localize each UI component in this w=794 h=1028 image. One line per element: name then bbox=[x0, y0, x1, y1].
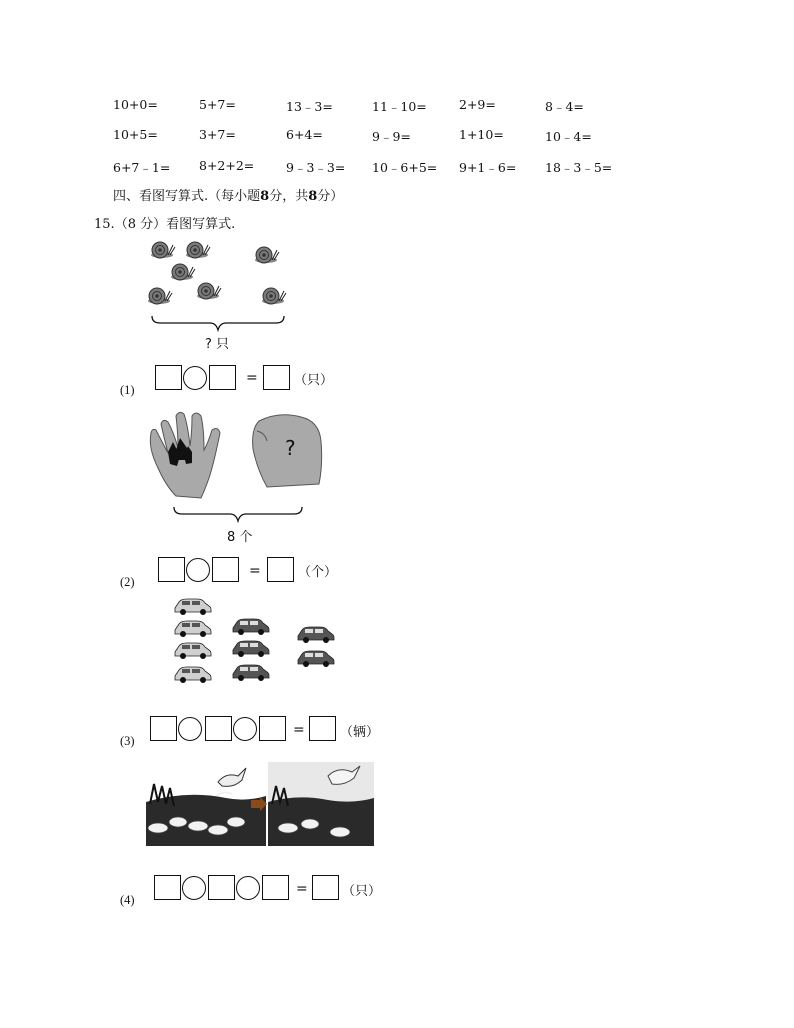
car-icon bbox=[298, 651, 334, 667]
section-title-text: 四、看图写算式.（每小题 bbox=[113, 189, 261, 204]
answer-box[interactable] bbox=[262, 875, 289, 900]
calc-item: 5+7= bbox=[199, 97, 236, 112]
result-box[interactable] bbox=[263, 365, 290, 390]
result-box[interactable] bbox=[309, 716, 336, 741]
arrow-right-icon bbox=[251, 797, 267, 811]
question-mark: ? bbox=[285, 436, 296, 460]
brace-caption: 8 个 bbox=[227, 530, 253, 545]
question-header bbox=[94, 213, 235, 232]
part-label: (3) bbox=[120, 734, 135, 748]
snail-icon bbox=[151, 242, 175, 258]
section-points: 8 bbox=[260, 189, 270, 204]
car-icon bbox=[175, 667, 211, 683]
question-number: 15. bbox=[94, 217, 115, 232]
section-title-text: 分） bbox=[317, 189, 344, 204]
calc-item: 18﹣3﹣5= bbox=[545, 160, 613, 175]
section-total: 8 bbox=[308, 189, 318, 204]
operator-circle[interactable] bbox=[183, 366, 207, 390]
car-icon bbox=[175, 599, 211, 615]
unit-label: （个） bbox=[298, 565, 338, 580]
equals-sign: = bbox=[249, 563, 261, 579]
calc-item: 6+4= bbox=[286, 127, 323, 142]
result-box[interactable] bbox=[267, 557, 294, 582]
car-icon bbox=[233, 641, 269, 657]
brace-icon bbox=[150, 314, 286, 332]
swans-scene-after bbox=[268, 762, 374, 846]
equals-sign: = bbox=[293, 722, 305, 738]
part-label: (1) bbox=[120, 383, 135, 397]
calc-item: 8﹣4= bbox=[545, 99, 584, 114]
answer-box[interactable] bbox=[205, 716, 232, 741]
answer-box[interactable] bbox=[158, 557, 185, 582]
section-title bbox=[113, 185, 343, 204]
part-label: (4) bbox=[120, 893, 135, 907]
calc-item: 2+9= bbox=[459, 97, 496, 112]
result-box[interactable] bbox=[312, 875, 339, 900]
car-icon bbox=[175, 621, 211, 637]
question-text: （8 分）看图写算式. bbox=[114, 217, 236, 232]
car-icon bbox=[233, 619, 269, 635]
snail-icon bbox=[262, 288, 286, 304]
operator-circle[interactable] bbox=[233, 717, 257, 741]
answer-box[interactable] bbox=[209, 365, 236, 390]
calc-item: 10﹣4= bbox=[545, 129, 592, 144]
calc-item: 9﹣3﹣3= bbox=[286, 160, 346, 175]
closed-fist-illustration bbox=[249, 409, 325, 491]
unit-label: （只） bbox=[294, 373, 334, 388]
car-icon bbox=[175, 643, 211, 659]
snail-icon bbox=[255, 247, 279, 263]
equals-sign: = bbox=[246, 370, 258, 386]
operator-circle[interactable] bbox=[186, 558, 210, 582]
brace-caption: ? 只 bbox=[205, 337, 230, 352]
swans-scene-before bbox=[146, 762, 266, 846]
unit-label: （只） bbox=[342, 884, 382, 899]
calc-item: 8+2+2= bbox=[199, 158, 255, 173]
snail-icon bbox=[171, 264, 195, 280]
calc-item: 1+10= bbox=[459, 127, 504, 142]
operator-circle[interactable] bbox=[178, 717, 202, 741]
calc-item: 3+7= bbox=[199, 127, 236, 142]
operator-circle[interactable] bbox=[182, 876, 206, 900]
car-icon bbox=[233, 665, 269, 681]
calc-item: 9+1﹣6= bbox=[459, 160, 517, 175]
calc-item: 9﹣9= bbox=[372, 129, 411, 144]
snails-illustration bbox=[145, 236, 295, 312]
open-hand-illustration bbox=[146, 408, 226, 500]
calc-item: 10+0= bbox=[113, 97, 158, 112]
snail-icon bbox=[197, 283, 221, 299]
snail-icon bbox=[148, 288, 172, 304]
cars-illustration bbox=[170, 596, 342, 686]
answer-box[interactable] bbox=[154, 875, 181, 900]
answer-box[interactable] bbox=[155, 365, 182, 390]
calc-item: 6+7﹣1= bbox=[113, 160, 171, 175]
unit-label: （辆） bbox=[340, 725, 380, 740]
answer-box[interactable] bbox=[208, 875, 235, 900]
part-label: (2) bbox=[120, 575, 135, 589]
car-icon bbox=[298, 627, 334, 643]
answer-box[interactable] bbox=[212, 557, 239, 582]
snail-icon bbox=[186, 242, 210, 258]
answer-box[interactable] bbox=[259, 716, 286, 741]
section-title-text: 分，共 bbox=[269, 189, 309, 204]
calc-item: 13﹣3= bbox=[286, 99, 333, 114]
answer-box[interactable] bbox=[150, 716, 177, 741]
equals-sign: = bbox=[296, 881, 308, 897]
calc-item: 10+5= bbox=[113, 127, 158, 142]
calc-item: 10﹣6+5= bbox=[372, 160, 438, 175]
operator-circle[interactable] bbox=[236, 876, 260, 900]
calc-item: 11﹣10= bbox=[372, 99, 427, 114]
brace-icon bbox=[172, 505, 304, 523]
